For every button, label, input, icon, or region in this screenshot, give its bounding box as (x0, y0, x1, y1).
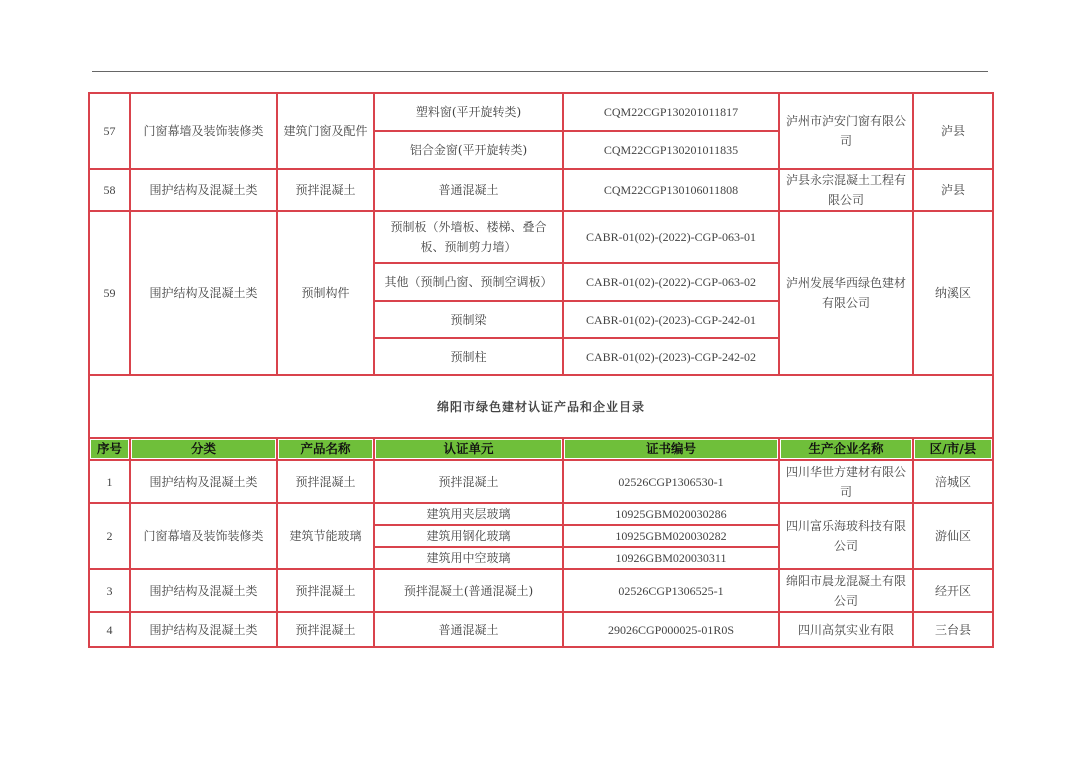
company-cell: 四川华世方建材有限公司 (779, 460, 913, 503)
cert-cell: 10925GBM020030286 (563, 503, 779, 525)
category-cell: 围护结构及混凝土类 (130, 169, 277, 211)
company-cell: 泸县永宗混凝土工程有限公司 (779, 169, 913, 211)
category-cell: 围护结构及混凝土类 (130, 460, 277, 503)
company-cell: 泸州发展华西绿色建材有限公司 (779, 211, 913, 375)
district-cell: 泸县 (913, 93, 993, 169)
header-company: 生产企业名称 (779, 438, 913, 460)
category-cell: 围护结构及混凝土类 (130, 569, 277, 612)
cert-cell: 29026CGP000025-01R0S (563, 612, 779, 647)
product-cell: 预制构件 (277, 211, 374, 375)
green-building-materials-table (88, 92, 994, 648)
unit-cell: 普通混凝土 (374, 612, 563, 647)
table-row (89, 503, 993, 525)
seq-cell: 59 (89, 211, 130, 375)
company-cell: 绵阳市晨龙混凝土有限公司 (779, 569, 913, 612)
cert-cell: CQM22CGP130201011835 (563, 131, 779, 169)
product-cell: 建筑节能玻璃 (277, 503, 374, 569)
page-top-rule (92, 71, 988, 72)
product-cell: 建筑门窗及配件 (277, 93, 374, 169)
district-cell: 游仙区 (913, 503, 993, 569)
category-cell: 围护结构及混凝土类 (130, 612, 277, 647)
unit-cell: 预制板（外墙板、楼梯、叠合板、预制剪力墙） (374, 211, 563, 263)
header-seq: 序号 (89, 438, 130, 460)
company-cell: 四川富乐海玻科技有限公司 (779, 503, 913, 569)
unit-cell: 预拌混凝土 (374, 460, 563, 503)
table-row (89, 612, 993, 647)
category-cell: 门窗幕墙及装饰装修类 (130, 503, 277, 569)
seq-cell: 58 (89, 169, 130, 211)
table-row (89, 93, 993, 131)
unit-cell: 普通混凝土 (374, 169, 563, 211)
seq-cell: 3 (89, 569, 130, 612)
seq-cell: 57 (89, 93, 130, 169)
header-unit: 认证单元 (374, 438, 563, 460)
unit-cell: 建筑用中空玻璃 (374, 547, 563, 569)
unit-cell: 建筑用夹层玻璃 (374, 503, 563, 525)
cert-cell: CABR-01(02)-(2022)-CGP-063-01 (563, 211, 779, 263)
district-cell: 纳溪区 (913, 211, 993, 375)
district-cell: 涪城区 (913, 460, 993, 503)
header-district: 区/市/县 (913, 438, 993, 460)
section-title-row (89, 375, 993, 438)
unit-cell: 预制梁 (374, 301, 563, 338)
cert-cell: 02526CGP1306525-1 (563, 569, 779, 612)
cert-cell: CABR-01(02)-(2023)-CGP-242-01 (563, 301, 779, 338)
table-row (89, 169, 993, 211)
section-title: 绵阳市绿色建材认证产品和企业目录 (89, 375, 993, 438)
table-row (89, 211, 993, 263)
header-product: 产品名称 (277, 438, 374, 460)
unit-cell: 其他（预制凸窗、预制空调板） (374, 263, 563, 301)
company-cell: 四川高氛实业有限 (779, 612, 913, 647)
product-cell: 预拌混凝土 (277, 569, 374, 612)
header-cert: 证书编号 (563, 438, 779, 460)
cert-cell: CQM22CGP130201011817 (563, 93, 779, 131)
cert-cell: CABR-01(02)-(2022)-CGP-063-02 (563, 263, 779, 301)
cert-cell: 10925GBM020030282 (563, 525, 779, 547)
cert-cell: CABR-01(02)-(2023)-CGP-242-02 (563, 338, 779, 375)
district-cell: 三台县 (913, 612, 993, 647)
unit-cell: 铝合金窗(平开旋转类) (374, 131, 563, 169)
cert-cell: 10926GBM020030311 (563, 547, 779, 569)
seq-cell: 2 (89, 503, 130, 569)
product-cell: 预拌混凝土 (277, 612, 374, 647)
unit-cell: 建筑用钢化玻璃 (374, 525, 563, 547)
company-cell: 泸州市泸安门窗有限公司 (779, 93, 913, 169)
category-cell: 围护结构及混凝土类 (130, 211, 277, 375)
cert-cell: CQM22CGP130106011808 (563, 169, 779, 211)
header-category: 分类 (130, 438, 277, 460)
seq-cell: 4 (89, 612, 130, 647)
table-row (89, 460, 993, 503)
product-cell: 预拌混凝土 (277, 169, 374, 211)
seq-cell: 1 (89, 460, 130, 503)
table-row (89, 569, 993, 612)
header-row (89, 438, 993, 460)
district-cell: 经开区 (913, 569, 993, 612)
district-cell: 泸县 (913, 169, 993, 211)
category-cell: 门窗幕墙及装饰装修类 (130, 93, 277, 169)
unit-cell: 塑料窗(平开旋转类) (374, 93, 563, 131)
unit-cell: 预制柱 (374, 338, 563, 375)
cert-cell: 02526CGP1306530-1 (563, 460, 779, 503)
unit-cell: 预拌混凝土(普通混凝土) (374, 569, 563, 612)
product-cell: 预拌混凝土 (277, 460, 374, 503)
